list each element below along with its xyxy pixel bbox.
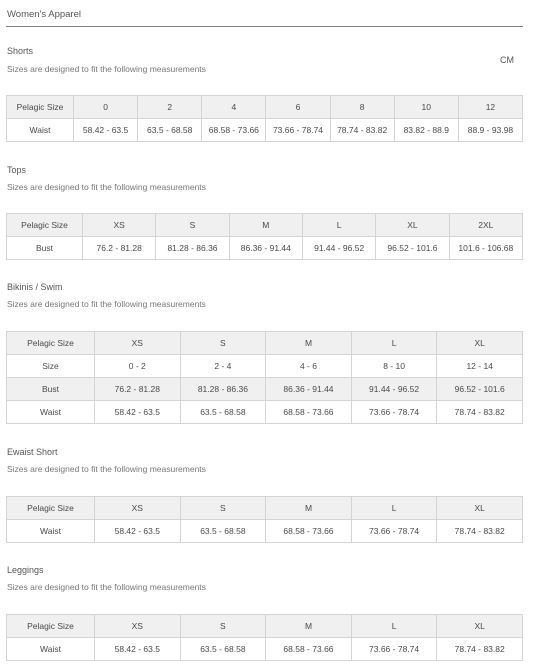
section-title-leggings: Leggings [7,565,44,575]
table-cell: 81.28 - 86.36 [156,237,229,260]
table-cell: 63.5 - 68.58 [138,119,202,142]
table-cell: Pelagic Size [7,332,95,355]
section-subtitle-shorts: Sizes are designed to fit the following measurements [7,64,206,74]
table-cell: M [266,497,352,520]
table-cell: S [180,497,266,520]
table-cell: Waist [7,638,95,661]
table-cell: M [266,332,352,355]
table-cell: 101.6 - 106.68 [449,237,522,260]
table-cell: 10 [394,96,458,119]
table-cell: M [229,214,302,237]
table-cell: 4 [202,96,266,119]
leggings-size-table [6,614,523,661]
table-cell: 73.66 - 78.74 [266,119,330,142]
table-cell: 2XL [449,214,522,237]
table-cell: 88.9 - 93.98 [458,119,522,142]
table-cell: 58.42 - 63.5 [95,401,181,424]
table-row [7,237,523,260]
table-cell: S [156,214,229,237]
table-cell: 58.42 - 63.5 [74,119,138,142]
table-cell: 78.74 - 83.82 [437,638,523,661]
table-cell: 8 - 10 [351,355,437,378]
table-cell: XS [95,615,181,638]
table-row [7,119,523,142]
ewaist-short-size-table [6,496,523,543]
table-cell: 8 [330,96,394,119]
table-cell: 4 - 6 [266,355,352,378]
table-cell: Pelagic Size [7,615,95,638]
section-title-ewaist-short: Ewaist Short [7,447,58,457]
section-title-shorts: Shorts [7,46,34,56]
table-cell: 2 [138,96,202,119]
table-cell: 68.58 - 73.66 [202,119,266,142]
bikinis-swim-size-table [6,331,523,424]
title-divider [6,26,523,27]
table-cell: 68.58 - 73.66 [266,520,352,543]
table-cell: 96.52 - 101.6 [437,378,523,401]
table-cell: Bust [7,378,95,401]
section-subtitle-bikinis-swim: Sizes are designed to fit the following measurements [7,299,206,309]
table-cell: L [351,497,437,520]
table-cell: 76.2 - 81.28 [83,237,156,260]
table-cell: S [180,615,266,638]
table-cell: 68.58 - 73.66 [266,638,352,661]
table-cell: L [351,615,437,638]
table-cell: Pelagic Size [7,214,83,237]
table-cell: 63.5 - 68.58 [180,401,266,424]
table-header-row [7,615,523,638]
table-cell: 12 - 14 [437,355,523,378]
table-header-row [7,497,523,520]
table-cell: 58.42 - 63.5 [95,638,181,661]
section-subtitle-leggings: Sizes are designed to fit the following measurements [7,582,206,592]
table-cell: XS [95,332,181,355]
table-cell: 78.74 - 83.82 [330,119,394,142]
table-cell: 12 [458,96,522,119]
table-cell: XL [437,332,523,355]
table-cell: Pelagic Size [7,96,74,119]
table-cell: 63.5 - 68.58 [180,638,266,661]
page-title: Women's Apparel [7,9,81,20]
table-cell: 0 [74,96,138,119]
table-cell: XL [376,214,449,237]
table-cell: L [351,332,437,355]
table-cell: 68.58 - 73.66 [266,401,352,424]
table-cell: 86.36 - 91.44 [229,237,302,260]
table-cell: Pelagic Size [7,497,95,520]
table-cell: 96.52 - 101.6 [376,237,449,260]
table-cell: 0 - 2 [95,355,181,378]
table-cell: 83.82 - 88.9 [394,119,458,142]
shorts-size-table [6,95,523,142]
table-row [7,520,523,543]
table-cell: Waist [7,520,95,543]
table-cell: 73.66 - 78.74 [351,638,437,661]
table-header-row [7,332,523,355]
table-cell: 78.74 - 83.82 [437,520,523,543]
table-cell: 6 [266,96,330,119]
table-cell: 91.44 - 96.52 [351,378,437,401]
table-cell: 78.74 - 83.82 [437,401,523,424]
table-cell: XS [95,497,181,520]
table-cell: Waist [7,401,95,424]
table-cell: L [302,214,375,237]
table-cell: M [266,615,352,638]
table-cell: 2 - 4 [180,355,266,378]
table-cell: 91.44 - 96.52 [302,237,375,260]
table-cell: S [180,332,266,355]
table-cell: Bust [7,237,83,260]
tops-size-table [6,213,523,260]
table-row [7,378,523,401]
table-cell: 58.42 - 63.5 [95,520,181,543]
table-cell: Size [7,355,95,378]
table-cell: 73.66 - 78.74 [351,520,437,543]
section-subtitle-ewaist-short: Sizes are designed to fit the following measurements [7,464,206,474]
table-row [7,401,523,424]
section-title-bikinis-swim: Bikinis / Swim [7,282,63,292]
table-cell: 86.36 - 91.44 [266,378,352,401]
table-cell: XL [437,497,523,520]
table-cell: Waist [7,119,74,142]
table-cell: 73.66 - 78.74 [351,401,437,424]
table-cell: 81.28 - 86.36 [180,378,266,401]
table-header-row [7,214,523,237]
table-cell: XS [83,214,156,237]
table-header-row [7,96,523,119]
table-row [7,638,523,661]
table-cell: 63.5 - 68.58 [180,520,266,543]
section-subtitle-tops: Sizes are designed to fit the following measurements [7,182,206,192]
table-row [7,355,523,378]
unit-label: CM [500,55,514,65]
table-cell: 76.2 - 81.28 [95,378,181,401]
section-title-tops: Tops [7,165,27,175]
table-cell: XL [437,615,523,638]
